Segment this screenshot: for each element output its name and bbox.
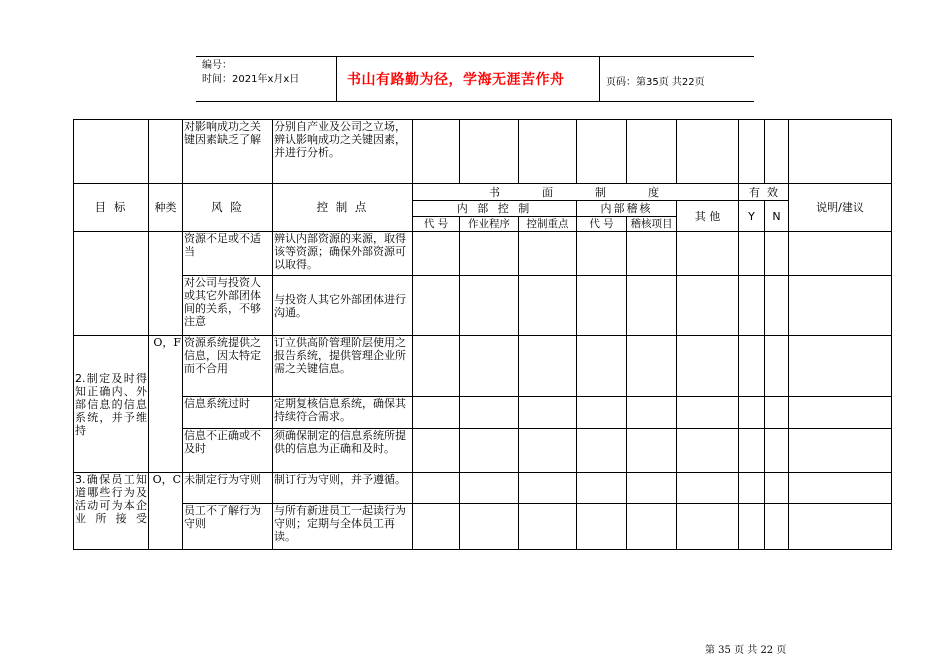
table-row	[74, 336, 892, 397]
header-meta	[202, 59, 299, 87]
risk-cell: 资源系统提供之信息，因太特定而不合用	[183, 336, 273, 397]
table-row	[74, 429, 892, 473]
header-procedure: 作业程序	[460, 217, 519, 232]
risk-cell: 员工不了解行为守则	[183, 504, 273, 550]
kind-cell: O，F	[149, 336, 183, 473]
control-cell: 须确保制定的信息系统所提供的信息为正确和及时。	[273, 429, 413, 473]
risk-cell: 未制定行为守则	[183, 473, 273, 504]
header-remark: 说明/建议	[789, 184, 892, 232]
risk-cell: 资源不足或不适当	[183, 232, 273, 276]
control-cell: 辨认内部资源的来源，取得该等资源；确保外部资源可以取得。	[273, 232, 413, 276]
kind-cell: O，C	[149, 473, 183, 550]
goal-cell	[74, 120, 149, 184]
slogan-box	[336, 57, 600, 101]
goal-cell	[74, 232, 149, 336]
page-header	[196, 56, 754, 102]
table-row	[74, 232, 892, 276]
header-n: N	[765, 201, 789, 232]
control-cell: 分别自产业及公司之立场，辨认影响成功之关键因素，并进行分析。	[273, 120, 413, 184]
kind-cell	[149, 232, 183, 336]
header-effective: 有 效	[739, 184, 789, 201]
page-footer: 第 35 页 共 22 页	[705, 645, 787, 656]
page-number-label: 页码：第35页 共22页	[606, 77, 705, 88]
code-label: 编号：	[202, 60, 232, 71]
time-label: 时间：2021年x月x日	[202, 74, 300, 85]
kind-cell	[149, 120, 183, 184]
table-row	[74, 504, 892, 550]
risk-cell: 对影响成功之关键因素缺乏了解	[183, 120, 273, 184]
header-other: 其 他	[677, 201, 739, 232]
slogan-text: 书山有路勤为径，学海无涯苦作舟	[347, 72, 565, 88]
header-code-2: 代 号	[577, 217, 627, 232]
header-key-point: 控制重点	[519, 217, 577, 232]
risk-cell: 信息不正确或不及时	[183, 429, 273, 473]
control-cell: 制订行为守则，并予遵循。	[273, 473, 413, 504]
goal-cell: 2.制定及时得知正确内、外部信息的信息系统，并予维持	[74, 336, 149, 473]
header-internal-control: 内 部 控 制	[413, 201, 577, 217]
table-row	[74, 120, 892, 184]
header-kind: 种类	[149, 184, 183, 232]
table-header-row	[74, 184, 892, 201]
header-audit-item: 稽核项目	[627, 217, 677, 232]
header-written-policy: 书 面 制 度	[413, 184, 739, 201]
table-row	[74, 397, 892, 429]
table-row	[74, 276, 892, 336]
control-cell: 与投资人其它外部团体进行沟通。	[273, 276, 413, 336]
risk-cell: 信息系统过时	[183, 397, 273, 429]
header-internal-audit: 内部稽核	[577, 201, 677, 217]
header-risk: 风 险	[183, 184, 273, 232]
header-control: 控 制 点	[273, 184, 413, 232]
header-y: Y	[739, 201, 765, 232]
risk-control-table	[73, 119, 892, 550]
header-goal: 目 标	[74, 184, 149, 232]
risk-cell: 对公司与投资人或其它外部团体间的关系，不够注意	[183, 276, 273, 336]
control-cell: 订立供高阶管理阶层使用之报告系统，提供管理企业所需之关键信息。	[273, 336, 413, 397]
goal-cell: 3.确保员工知道哪些行为及活动可为本企业所接受	[74, 473, 149, 550]
table-row	[74, 473, 892, 504]
control-cell: 定期复核信息系统，确保其持续符合需求。	[273, 397, 413, 429]
control-cell: 与所有新进员工一起读行为守则；定期与全体员工再读。	[273, 504, 413, 550]
header-code: 代 号	[413, 217, 460, 232]
